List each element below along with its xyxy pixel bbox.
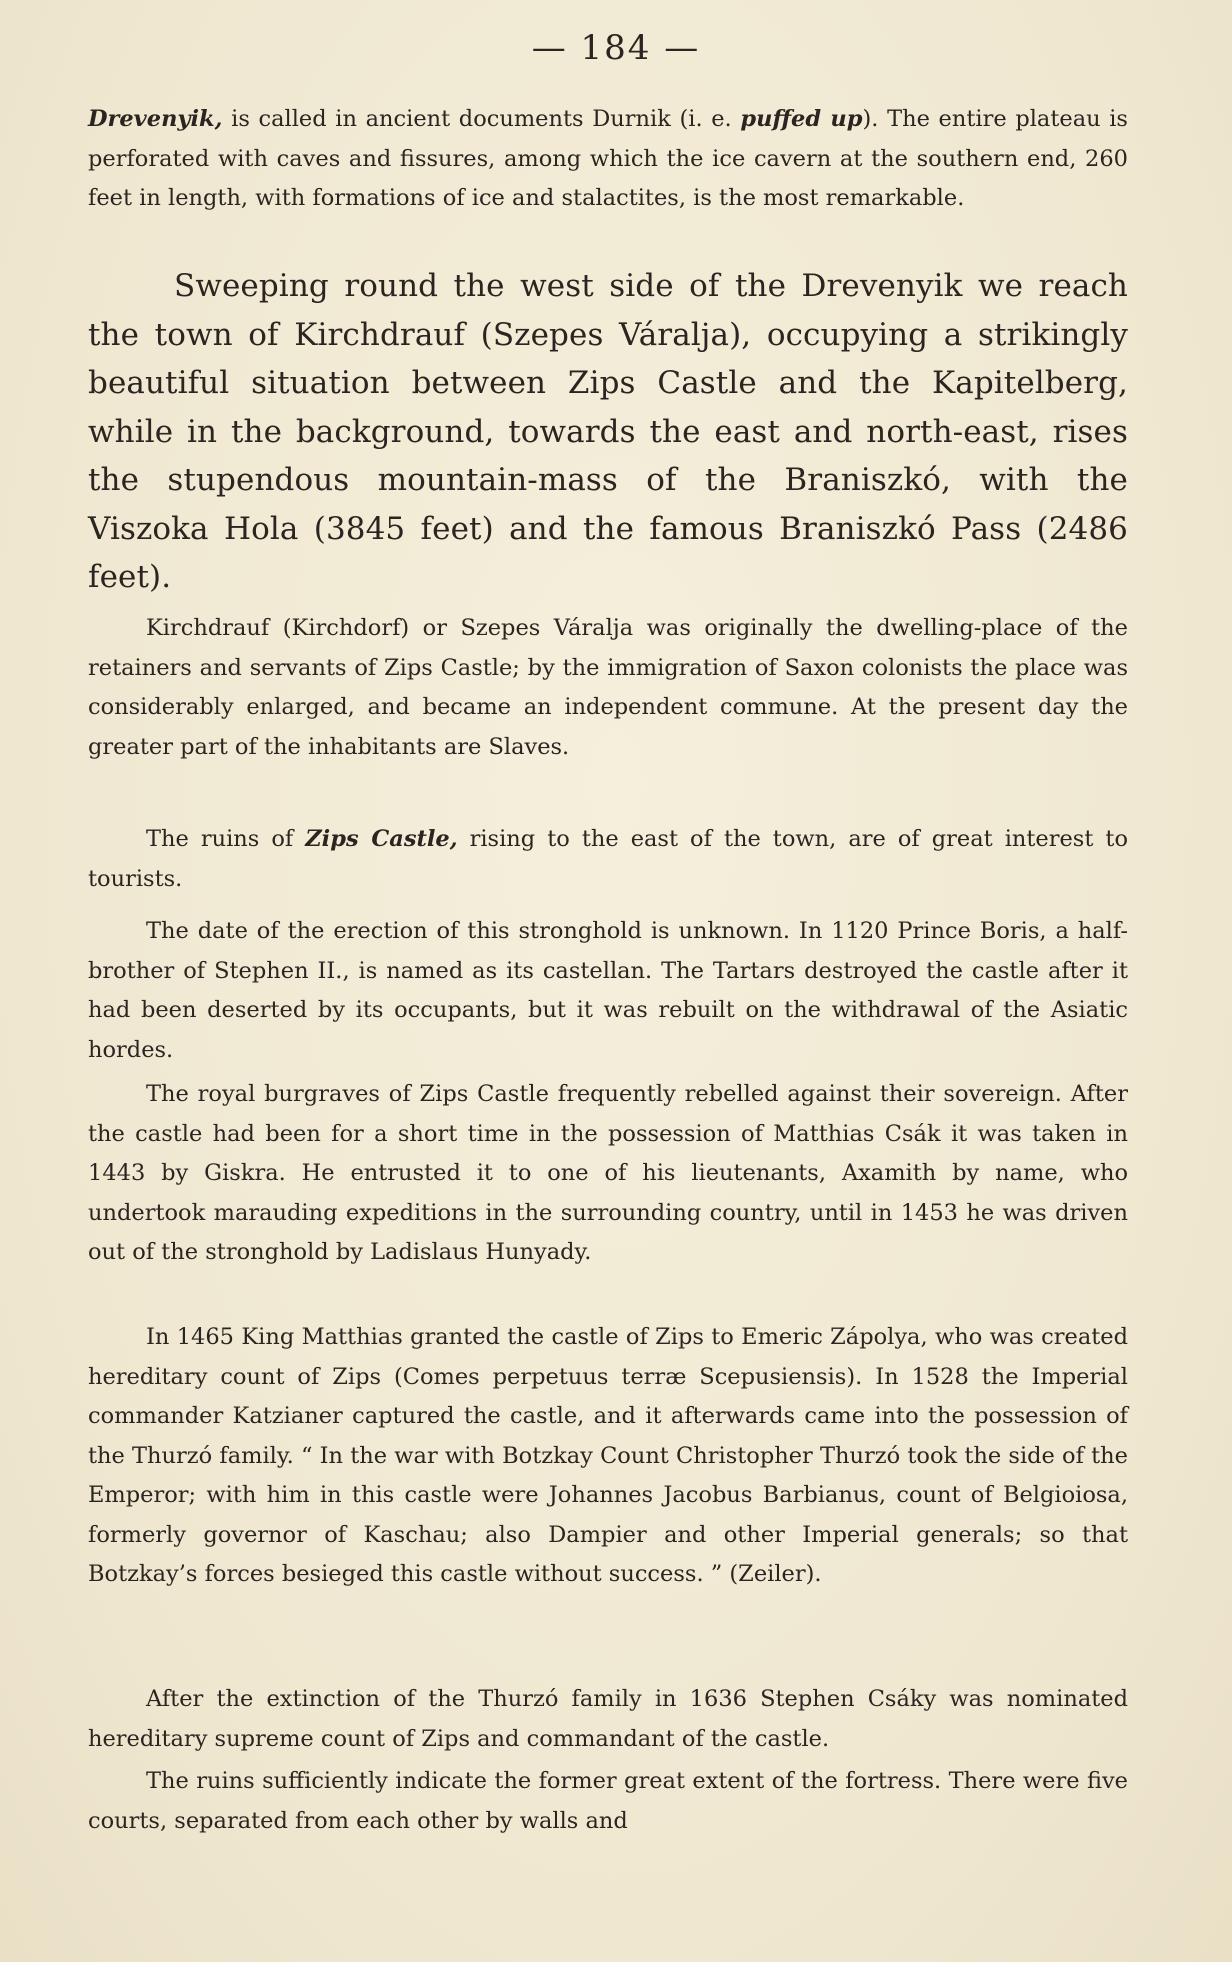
paragraph-drevenyik: Drevenyik, is called in ancient documents Durnik (i. e. puffed up). The entire plateau is perforated with caves and fissures, among which the ice cavern at the southern end, 260 feet in length, with formations of ice and stalactites, is the most remarkable.	[88, 106, 1128, 211]
paragraph-erection-date: The date of the erection of this stronghold is unknown. In 1120 Prince Boris, a half-brother of Stephen II., is named as its castellan. The Tartars destroyed the castle after it had been deserted by its occupants, but it was rebuilt on the withdrawal of the Asiatic hordes.	[88, 918, 1128, 1063]
paragraph-royal-burgraves: The royal burgraves of Zips Castle frequently rebelled against their sovereign. After the castle had been for a short time in the possession of Matthias Csák it was taken in 1443 by Giskra. He entrusted it to one of his lieutenants, Axamith by name, who undertook marauding expeditions in the surrounding country, until in 1453 he was driven out of the stronghold by Ladislaus Hunyady.	[88, 1081, 1128, 1265]
paragraph-king-matthias: In 1465 King Matthias granted the castle of Zips to Emeric Zápolya, who was created hereditary count of Zips (Comes perpetuus terræ Scepusiensis). In 1528 the Imperial commander Katzianer captured the castle, and it afterwards came into the possession of the Thurzó family. “ In the war with Botzkay Count Christopher Thurzó took the side of the Emperor; with him in this castle were Johannes Jacobus Barbianus, count of Belgioiosa, formerly governor of Kaschau; also Dampier and other Imperial generals; so that Botzkay’s forces besieged this castle without success. ” (Zeiler).	[88, 1324, 1128, 1587]
paragraph-kirchdrauf-history: Kirchdrauf (Kirchdorf) or Szepes Váralja was originally the dwelling-place of the retainers and servants of Zips Castle; by the immigration of Saxon colonists the place was considerably enlarged, and became an independent commune. At the present day the greater part of the inhabitants are Slaves.	[88, 615, 1128, 760]
paragraph-ruins-extent: The ruins sufficiently indicate the former great extent of the fortress. There were five courts, separated from each other by walls and	[88, 1768, 1128, 1834]
page-number: — 184 —	[531, 28, 701, 68]
paragraph-thurzo-extinction: After the extinction of the Thurzó family in 1636 Stephen Csáky was nominated hereditary supreme count of Zips and commandant of the castle.	[88, 1686, 1128, 1752]
emphasis-zips-castle: Zips Castle,	[305, 826, 458, 852]
emphasis-puffed-up: puffed up	[740, 106, 863, 132]
paragraph-zips-castle-ruins: The ruins of Zips Castle, rising to the east of the town, are of great interest to tourists.	[88, 826, 1129, 892]
paragraph-kirchdrauf-large: Sweeping round the west side of the Drevenyik we reach the town of Kirchdrauf (Szepes Váralja), occupying a strikingly beautiful situation between Zips Castle and the Kapitelberg, while in the background, towards the east and north-east, rises the stupendous mountain-mass of the Braniszkó, with the Viszoka Hola (3845 feet) and the famous Braniszkó Pass (2486 feet).	[88, 268, 1128, 595]
lead-term: Drevenyik,	[88, 106, 223, 132]
